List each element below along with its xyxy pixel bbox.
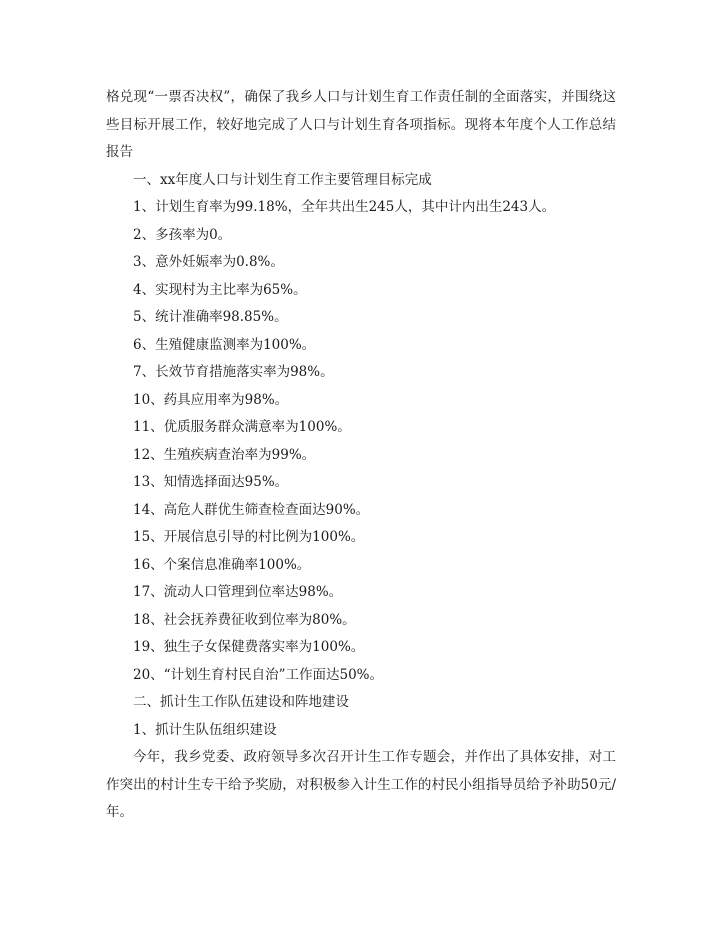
list-item: 4、实现村为主比率为65%。 [133,281,307,298]
section-2-heading: 二、抓计生工作队伍建设和阵地建设 [133,694,349,710]
list-item: 10、药具应用率为98%。 [133,391,289,408]
list-item: 11、优质服务群众满意率为100%。 [133,419,351,435]
document-page [106,84,616,827]
list-item: 6、生殖健康监测率为100%。 [133,336,316,353]
closing-paragraph: 今年，我乡党委、政府领导多次召开计生工作专题会，并作出了具体安排，对工作突出的村计生专干给予奖励，对积极参入计生工作的村民小组指导员给予补助50元/年。 [106,749,616,820]
list-item: 20、“计划生育村民自治”工作面达50%。 [133,666,383,683]
list-item: 3、意外妊娠率为0.8%。 [133,254,284,270]
list-item: 12、生殖疾病查治率为99%。 [133,446,316,463]
list-item: 18、社会抚养费征收到位率为80%。 [133,611,356,628]
subsection-1-heading: 1、抓计生队伍组织建设 [133,721,277,738]
list-item: 17、流动人口管理到位率达98%。 [133,584,343,600]
list-item: 5、统计准确率98.85%。 [133,309,288,325]
list-item: 2、多孩率为0。 [133,226,232,243]
section-1-heading: 一、xx年度人口与计划生育工作主要管理目标完成 [133,171,432,188]
list-item: 13、知情选择面达95%。 [133,474,289,490]
list-item: 16、个案信息准确率100%。 [133,556,311,573]
list-item: 19、独生子女保健费落实率为100%。 [133,639,365,655]
target-list [106,194,616,689]
list-item: 7、长效节育措施落实率为98%。 [133,364,334,380]
list-item: 1、计划生育率为99.18%，全年共出生245人，其中计内出生243人。 [133,199,556,215]
list-item: 14、高危人群优生筛查检查面达90%。 [133,501,370,518]
list-item: 15、开展信息引导的村比例为100%。 [133,529,365,545]
intro-paragraph: 格兑现“一票否决权”，确保了我乡人口与计划生育工作责任制的全面落实，并围绕这些目标开展工作，较好地完成了人口与计划生育各项指标。现将本年度个人工作总结报告 [106,89,616,160]
